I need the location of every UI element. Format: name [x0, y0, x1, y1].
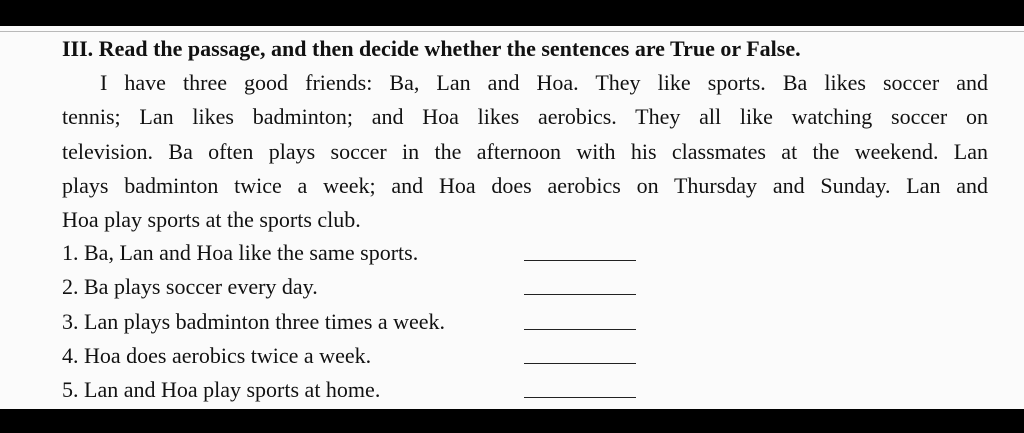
- top-rule: [0, 31, 1024, 32]
- question-item: [62, 236, 662, 270]
- passage-line: I have three good friends: Ba, Lan and Hoa. They like sports. Ba likes soccer and: [100, 70, 988, 95]
- passage-line: Hoa play sports at the sports club.: [62, 207, 361, 233]
- question-text: 5. Lan and Hoa play sports at home.: [62, 377, 381, 403]
- bottom-black-bar: [0, 409, 1024, 433]
- answer-blank[interactable]: [524, 397, 636, 398]
- question-item: [62, 305, 662, 339]
- answer-blank[interactable]: [524, 294, 636, 295]
- question-item: [62, 339, 662, 373]
- document-page: [0, 26, 1024, 409]
- passage-line: television. Ba often plays soccer in the afternoon with his classmates at the weekend. Lan: [62, 138, 988, 164]
- question-text: 2. Ba plays soccer every day.: [62, 274, 318, 300]
- exercise-heading: III. Read the passage, and then decide whether the sentences are True or False.: [62, 36, 801, 61]
- passage-line: plays badminton twice a week; and Hoa does aerobics on Thursday and Sunday. Lan and: [62, 172, 988, 198]
- question-text: 1. Ba, Lan and Hoa like the same sports.: [62, 240, 419, 265]
- answer-blank[interactable]: [524, 260, 636, 261]
- answer-blank[interactable]: [524, 329, 636, 330]
- question-list: [62, 236, 662, 407]
- question-text: 3. Lan plays badminton three times a week.: [62, 308, 446, 334]
- reading-passage: [62, 66, 988, 237]
- question-item: [62, 373, 662, 407]
- passage-line: tennis; Lan likes badminton; and Hoa likes aerobics. They all like watching soccer on: [62, 104, 988, 130]
- question-text: 4. Hoa does aerobics twice a week.: [62, 342, 372, 368]
- answer-blank[interactable]: [524, 363, 636, 364]
- question-item: [62, 270, 662, 304]
